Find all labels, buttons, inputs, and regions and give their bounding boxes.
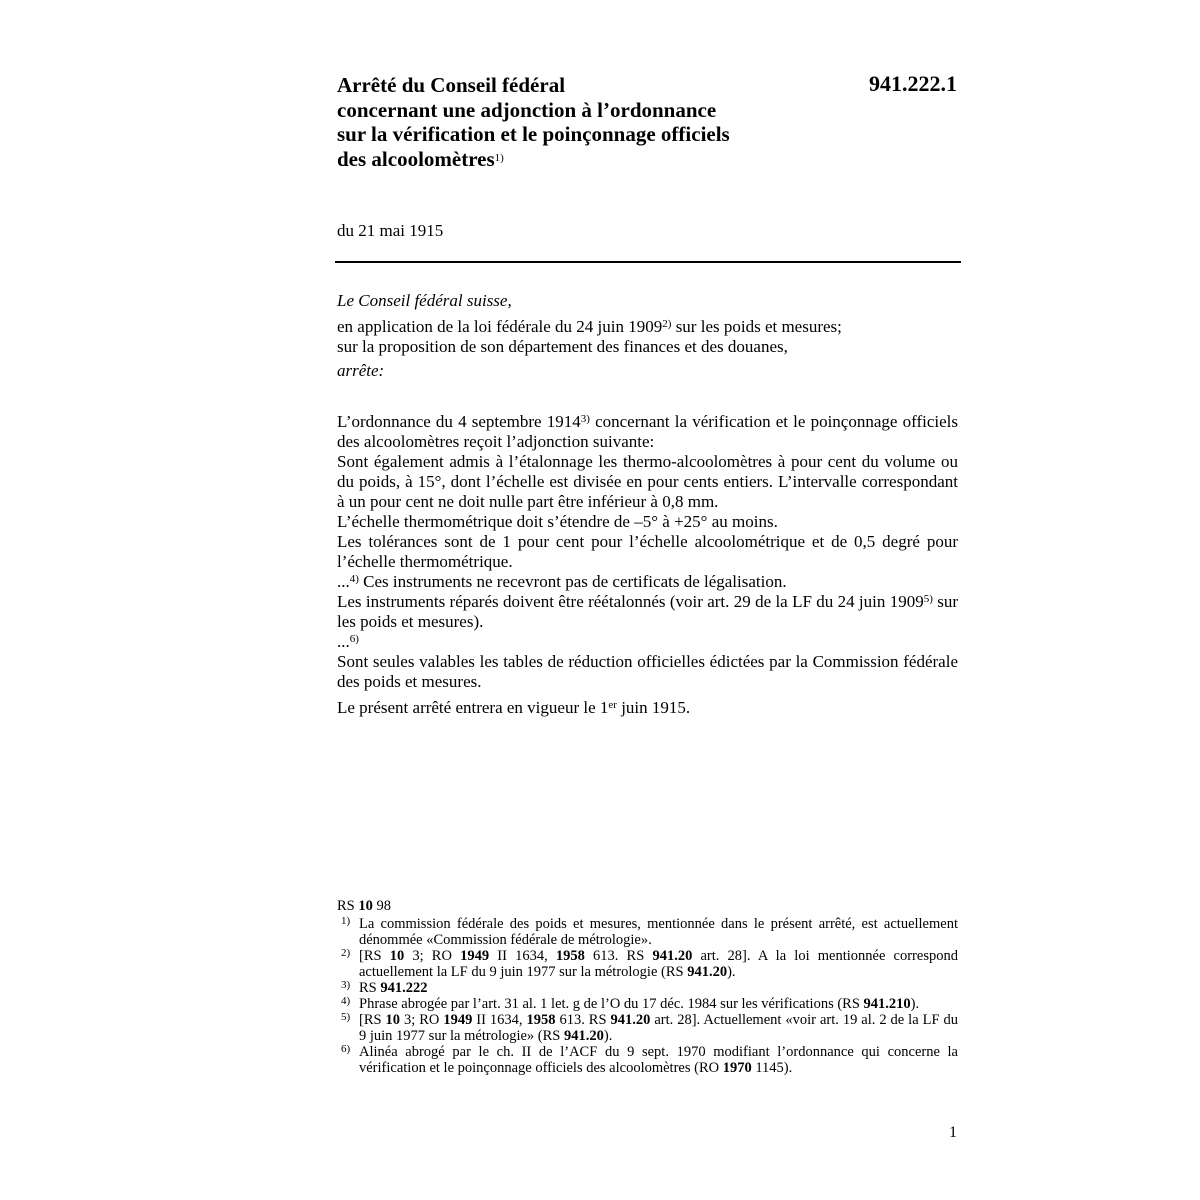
- title-line-3: sur la vérification et le poinçonnage officiels: [337, 122, 730, 146]
- fn4-c: ).: [910, 996, 920, 1012]
- paragraph-8: Sont seules valables les tables de réduction officielles édictées par la Commission fédérale des poids et mesures.: [337, 652, 958, 691]
- system-number: 941.222.1: [869, 71, 957, 96]
- footnote-ref-2[interactable]: 2): [662, 318, 672, 330]
- preamble-decrees: arrête:: [337, 361, 385, 380]
- paragraph-5-ellipsis: ...: [337, 572, 350, 591]
- title-footnote-ref[interactable]: 1): [494, 151, 504, 164]
- footnote-1: [337, 916, 958, 948]
- header-rule: [335, 261, 961, 263]
- footnote-6: [337, 1044, 958, 1076]
- fn5-k: ).: [603, 1028, 613, 1044]
- fn5-f: 1958: [526, 1012, 556, 1028]
- title-line-1: Arrêté du Conseil fédéral: [337, 73, 566, 97]
- fn2-a: [RS: [359, 948, 390, 964]
- fn2-g: 613. RS: [584, 948, 653, 964]
- fn6-b: 1970: [722, 1060, 752, 1076]
- fn5-i: art. 28]. Actuellement «voir art. 19 al. 2 de la LF du 9 juin 1977 sur la métrologie» (RS: [359, 1012, 958, 1044]
- paragraph-6-tail: sur les poids et mesures).: [337, 592, 958, 631]
- fn2-k: ).: [727, 964, 736, 980]
- title-line-2: concernant une adjonction à l’ordonnance: [337, 97, 717, 122]
- paragraph-1: [337, 412, 958, 452]
- title-line-4-text: des alcoolomètres: [337, 146, 495, 171]
- paragraph-5: [337, 572, 958, 592]
- footnote-ref-4[interactable]: 4): [349, 573, 359, 585]
- title-line-4: [337, 147, 837, 172]
- source-prefix: RS: [337, 898, 359, 914]
- paragraph-7-ellipsis: ...: [337, 632, 350, 651]
- footnote-ref-3[interactable]: 3): [580, 413, 590, 425]
- footnote-6-number: 6): [341, 1043, 351, 1055]
- footnote-2: [337, 948, 958, 980]
- fn5-b: 10: [385, 1012, 401, 1028]
- footnote-ref-6[interactable]: 6): [349, 633, 359, 645]
- page-number: 1: [949, 1124, 957, 1141]
- preamble-basis-1: [337, 317, 958, 337]
- paragraph-5-text: Ces instruments ne recevront pas de certificats de légalisation.: [358, 572, 787, 591]
- fn2-b: 10: [389, 948, 405, 964]
- footnote-5-number: 5): [341, 1011, 351, 1023]
- fn2-c: 3; RO: [404, 948, 461, 964]
- footnote-2-number: 2): [341, 947, 351, 959]
- preamble-basis-1-text: en application de la loi fédérale du 24 juin 1909: [337, 317, 663, 336]
- paragraph-9-tail: juin 1915.: [616, 698, 691, 717]
- footnote-1-number: 1): [341, 915, 351, 927]
- decree-text: [337, 412, 958, 718]
- fn4-a: Phrase abrogée par l’art. 31 al. 1 let. g de l’O du 17 déc. 1984 sur les vérifications (RS: [359, 996, 864, 1012]
- source-page: 98: [372, 898, 391, 914]
- footnote-5: [337, 1012, 958, 1044]
- preamble: [337, 291, 958, 381]
- paragraph-9: [337, 698, 958, 718]
- paragraph-9-text: Le présent arrêté entrera en vigueur le 1: [337, 698, 609, 717]
- footnote-4-number: 4): [341, 995, 351, 1007]
- preamble-authority: Le Conseil fédéral suisse,: [337, 291, 512, 310]
- paragraph-2: Sont également admis à l’étalonnage les thermo-alcoolomètres à pour cent du volume ou du poids, à 15°, dont l’échelle est divisée en pour cents entiers. L’intervalle correspondant à un pour cent ne doit nulle part être inférieur à 0,8 mm.: [337, 452, 958, 511]
- paragraph-7: [337, 632, 958, 652]
- paragraph-6-text: Les instruments réparés doivent être réétalonnés (voir art. 29 de la LF du 24 juin 1909: [337, 592, 924, 611]
- fn6-a: Alinéa abrogé par le ch. II de l’ACF du 9 sept. 1970 modifiant l’ordonnance qui concerne la vérification et le poinçonnage officiels des alcoolomètres (RO: [359, 1044, 958, 1076]
- fn5-e: II 1634,: [472, 1012, 527, 1028]
- fn5-j: 941.20: [564, 1028, 604, 1044]
- paragraph-1-tail: concernant la vérification et le poinçonnage officiels des alcoolomètres reçoit l’adjonction suivante:: [337, 412, 958, 451]
- source-volume: 10: [358, 898, 373, 914]
- document-title: [337, 73, 837, 171]
- paragraph-1-text: L’ordonnance du 4 septembre 1914: [337, 412, 581, 431]
- document-date: du 21 mai 1915: [337, 221, 444, 240]
- fn3-a: RS: [359, 980, 381, 996]
- fn2-j: 941.20: [687, 964, 728, 980]
- paragraph-6: [337, 592, 958, 632]
- paragraph-3: L’échelle thermométrique doit s’étendre de –5° à +25° au moins.: [337, 512, 778, 531]
- footnote-3-number: 3): [341, 979, 351, 991]
- paragraph-4: Les tolérances sont de 1 pour cent pour l’échelle alcoolométrique et de 0,5 degré pour l’échelle thermométrique.: [337, 532, 958, 571]
- fn5-h: 941.20: [610, 1012, 651, 1028]
- footnote-1-text: La commission fédérale des poids et mesures, mentionnée dans le présent arrêté, est actuellement dénommée «Commission fédérale de métrologie».: [359, 916, 958, 948]
- preamble-basis-2: sur la proposition de son département des finances et des douanes,: [337, 337, 788, 356]
- paragraph-9-superscript: er: [608, 699, 617, 711]
- fn2-e: II 1634,: [489, 948, 556, 964]
- footnote-3: [337, 980, 958, 996]
- fn2-h: 941.20: [652, 948, 693, 964]
- fn4-b: 941.210: [863, 996, 911, 1012]
- fn5-c: 3; RO: [400, 1012, 444, 1028]
- preamble-basis-1-tail: sur les poids et mesures;: [671, 317, 842, 336]
- footnote-4: [337, 996, 958, 1012]
- fn2-d: 1949: [460, 948, 490, 964]
- fn3-b: 941.222: [380, 980, 428, 996]
- fn5-d: 1949: [443, 1012, 473, 1028]
- fn5-a: [RS: [359, 1012, 386, 1028]
- footnote-ref-5[interactable]: 5): [923, 593, 933, 605]
- footnote-source: [337, 898, 958, 914]
- fn5-g: 613. RS: [555, 1012, 611, 1028]
- fn2-f: 1958: [555, 948, 585, 964]
- fn6-c: 1145).: [751, 1060, 793, 1076]
- fn2-i: art. 28]. A la loi mentionnée correspond actuellement la LF du 9 juin 1977 sur la métrologie (RS: [359, 948, 958, 980]
- footnotes: [337, 898, 958, 1076]
